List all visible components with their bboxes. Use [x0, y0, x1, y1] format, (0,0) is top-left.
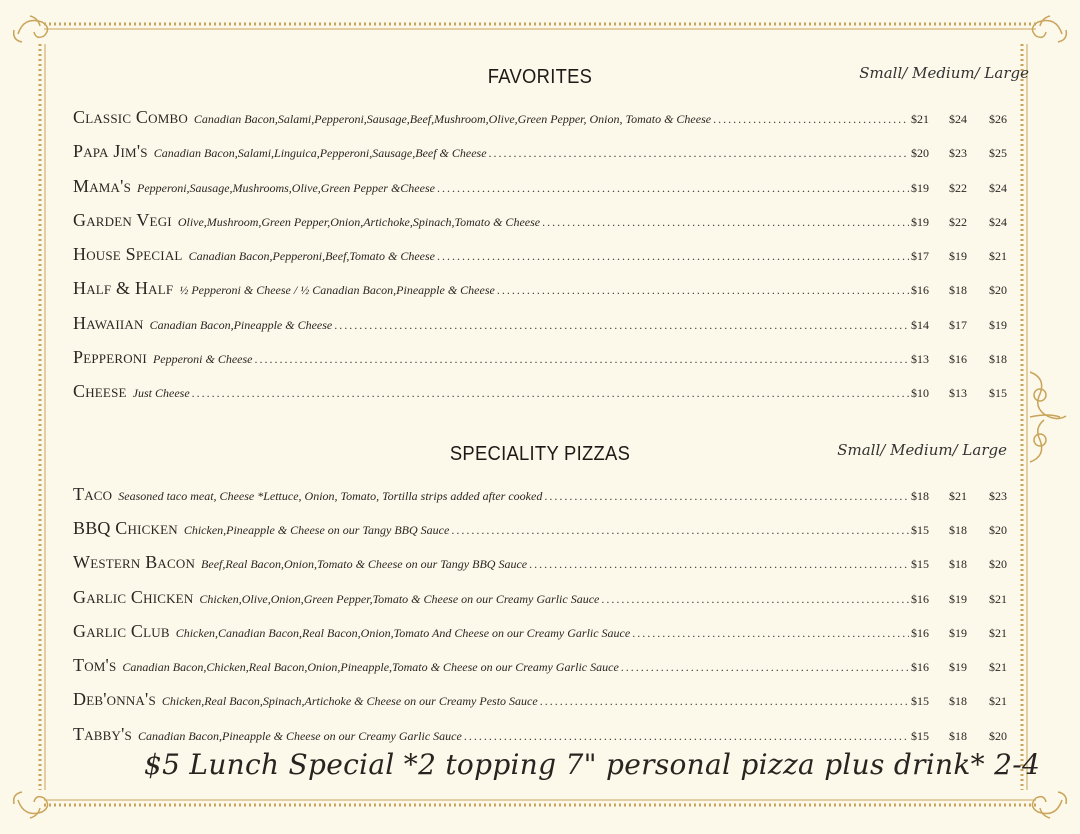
item-prices — [911, 582, 1007, 616]
item-description: Canadian Bacon,Chicken,Real Bacon,Onion,Pineapple,Tomato & Cheese on our Creamy Garlic Sauce — [122, 660, 619, 675]
menu-item — [73, 511, 1007, 545]
speciality-header — [73, 435, 1007, 477]
price-large: $24 — [989, 180, 1007, 195]
price-medium: $24 — [949, 112, 967, 126]
price-large: $21 — [989, 591, 1007, 606]
price-medium: $19 — [949, 591, 967, 606]
item-name: Garlic Chicken — [73, 586, 194, 607]
item-name: BBQ Chicken — [73, 517, 178, 538]
item-description: ½ Pepperoni & Cheese / ½ Canadian Bacon,Pineapple & Cheese — [179, 283, 495, 298]
item-name: Tom's — [73, 655, 117, 676]
price-medium: $19 — [949, 249, 967, 264]
item-prices — [911, 376, 1007, 410]
menu-item — [73, 545, 1007, 579]
price-large: $20 — [989, 522, 1007, 537]
item-description: Beef,Real Bacon,Onion,Tomato & Cheese on our Tangy BBQ Sauce — [201, 557, 528, 572]
menu-item — [73, 682, 1007, 716]
price-large: $25 — [989, 146, 1007, 161]
item-prices — [911, 308, 1007, 342]
menu-item — [73, 237, 1007, 271]
price-large: $26 — [989, 112, 1007, 126]
size-header: Small/ Medium/ Large — [837, 440, 1007, 459]
price-large: $24 — [989, 214, 1007, 229]
item-name: Half & Half — [73, 278, 174, 299]
leader-dots — [254, 342, 909, 376]
price-medium: $18 — [949, 728, 967, 743]
item-description: Chicken,Pineapple & Cheese on our Tangy BBQ Sauce — [183, 522, 450, 537]
leader-dots — [529, 547, 909, 581]
item-description: Chicken,Canadian Bacon,Real Bacon,Onion,Tomato And Cheese on our Creamy Garlic Sauce — [175, 625, 631, 640]
price-small: $19 — [911, 180, 929, 195]
menu-item — [73, 340, 1007, 374]
item-prices — [911, 479, 1007, 513]
item-prices — [911, 547, 1007, 581]
menu-item — [73, 717, 1007, 751]
item-description: Just Cheese — [132, 386, 190, 401]
speciality-list — [73, 477, 1007, 751]
favorites-header — [73, 58, 1029, 100]
price-medium: $22 — [949, 214, 967, 229]
price-large: $21 — [989, 694, 1007, 709]
price-large: $20 — [989, 728, 1007, 743]
menu-item — [73, 648, 1007, 682]
item-name: Western Bacon — [73, 552, 196, 573]
item-prices — [911, 136, 1007, 170]
item-name: Pepperoni — [73, 347, 147, 368]
item-description: Chicken,Olive,Onion,Green Pepper,Tomato & Cheese on our Creamy Garlic Sauce — [199, 591, 600, 606]
leader-dots — [497, 273, 909, 307]
price-small: $18 — [911, 488, 929, 503]
price-large: $20 — [989, 557, 1007, 572]
leader-dots — [542, 205, 909, 239]
price-small: $16 — [911, 283, 929, 298]
leader-dots — [713, 102, 909, 136]
price-large: $21 — [989, 249, 1007, 264]
price-small: $21 — [911, 112, 929, 126]
leader-dots — [489, 136, 909, 170]
section-title-favorites: FAVORITES — [487, 66, 593, 88]
section-title-speciality: SPECIALITY PIZZAS — [449, 442, 631, 465]
price-large: $21 — [989, 625, 1007, 640]
price-small: $15 — [911, 694, 929, 709]
item-name: Taco — [73, 483, 113, 504]
leader-dots — [451, 513, 909, 547]
price-medium: $16 — [949, 352, 967, 367]
price-small: $10 — [911, 386, 929, 401]
leader-dots — [601, 582, 909, 616]
item-description: Pepperoni,Sausage,Mushrooms,Olive,Green Pepper &Cheese — [137, 180, 435, 195]
item-name: Garlic Club — [73, 620, 170, 641]
item-description: Canadian Bacon,Pineapple & Cheese — [149, 317, 333, 332]
item-name: Hawaiian — [73, 312, 144, 333]
item-name: Papa Jim's — [73, 141, 148, 162]
price-small: $15 — [911, 522, 929, 537]
price-large: $19 — [989, 317, 1007, 332]
item-name: Garden Vegi — [73, 209, 172, 230]
item-prices — [911, 650, 1007, 684]
item-description: Chicken,Real Bacon,Spinach,Artichoke & Cheese on our Creamy Pesto Sauce — [161, 694, 538, 709]
price-small: $16 — [911, 591, 929, 606]
price-small: $17 — [911, 249, 929, 264]
price-medium: $18 — [949, 522, 967, 537]
price-small: $15 — [911, 557, 929, 572]
price-medium: $18 — [949, 694, 967, 709]
price-medium: $23 — [949, 146, 967, 161]
price-medium: $19 — [949, 625, 967, 640]
favorites-list — [73, 100, 1007, 409]
item-prices — [911, 273, 1007, 307]
menu-item — [73, 374, 1007, 408]
menu-item — [73, 169, 1007, 203]
menu-item — [73, 614, 1007, 648]
price-medium: $13 — [949, 386, 967, 401]
leader-dots — [334, 308, 909, 342]
leader-dots — [540, 684, 909, 718]
menu-item — [73, 100, 1007, 134]
leader-dots — [544, 479, 909, 513]
price-large: $15 — [989, 386, 1007, 401]
lunch-special: $5 Lunch Special *2 topping 7" personal pizza plus drink* 2-4 — [144, 748, 1041, 781]
item-prices — [911, 205, 1007, 239]
menu-item — [73, 580, 1007, 614]
item-name: Cheese — [73, 381, 127, 402]
price-large: $18 — [989, 352, 1007, 367]
leader-dots — [621, 650, 909, 684]
item-name: Tabby's — [73, 723, 132, 744]
item-name: Classic Combo — [73, 107, 188, 127]
menu — [73, 58, 1029, 751]
price-medium: $18 — [949, 283, 967, 298]
price-small: $19 — [911, 214, 929, 229]
item-prices — [911, 513, 1007, 547]
price-medium: $18 — [949, 557, 967, 572]
price-large: $23 — [989, 488, 1007, 503]
menu-item — [73, 306, 1007, 340]
price-small: $20 — [911, 146, 929, 161]
item-description: Pepperoni & Cheese — [152, 352, 253, 367]
menu-item — [73, 203, 1007, 237]
price-medium: $17 — [949, 317, 967, 332]
leader-dots — [192, 376, 909, 410]
leader-dots — [437, 171, 909, 205]
item-prices — [911, 171, 1007, 205]
price-medium: $22 — [949, 180, 967, 195]
price-medium: $21 — [949, 488, 967, 503]
item-description: Canadian Bacon,Pineapple & Cheese on our Creamy Garlic Sauce — [138, 728, 462, 743]
leader-dots — [437, 239, 909, 273]
price-small: $13 — [911, 352, 929, 367]
price-large: $20 — [989, 283, 1007, 298]
price-small: $14 — [911, 317, 929, 332]
item-description: Seasoned taco meat, Cheese *Lettuce, Onion, Tomato, Tortilla strips added after cooked — [118, 488, 543, 503]
item-prices — [911, 342, 1007, 376]
item-description: Canadian Bacon,Pepperoni,Beef,Tomato & Cheese — [188, 249, 435, 264]
item-prices — [911, 239, 1007, 273]
leader-dots — [632, 616, 909, 650]
item-prices — [911, 102, 1007, 136]
price-small: $16 — [911, 625, 929, 640]
item-description: Canadian Bacon,Salami,Pepperoni,Sausage,Beef,Mushroom,Olive,Green Pepper, Onion, Tomato & Cheese — [193, 112, 712, 126]
item-prices — [911, 684, 1007, 718]
price-small: $15 — [911, 728, 929, 743]
item-prices — [911, 616, 1007, 650]
size-header: Small/ Medium/ Large — [859, 64, 1029, 82]
price-medium: $19 — [949, 660, 967, 675]
price-small: $16 — [911, 660, 929, 675]
menu-item — [73, 271, 1007, 305]
item-name: House Special — [73, 244, 183, 265]
item-description: Canadian Bacon,Salami,Linguica,Pepperoni,Sausage,Beef & Cheese — [153, 146, 487, 161]
menu-item — [73, 477, 1007, 511]
item-name: Mama's — [73, 175, 132, 196]
menu-item — [73, 134, 1007, 168]
item-description: Olive,Mushroom,Green Pepper,Onion,Artichoke,Spinach,Tomato & Cheese — [177, 214, 541, 229]
price-large: $21 — [989, 660, 1007, 675]
item-name: Deb'onna's — [73, 689, 156, 710]
